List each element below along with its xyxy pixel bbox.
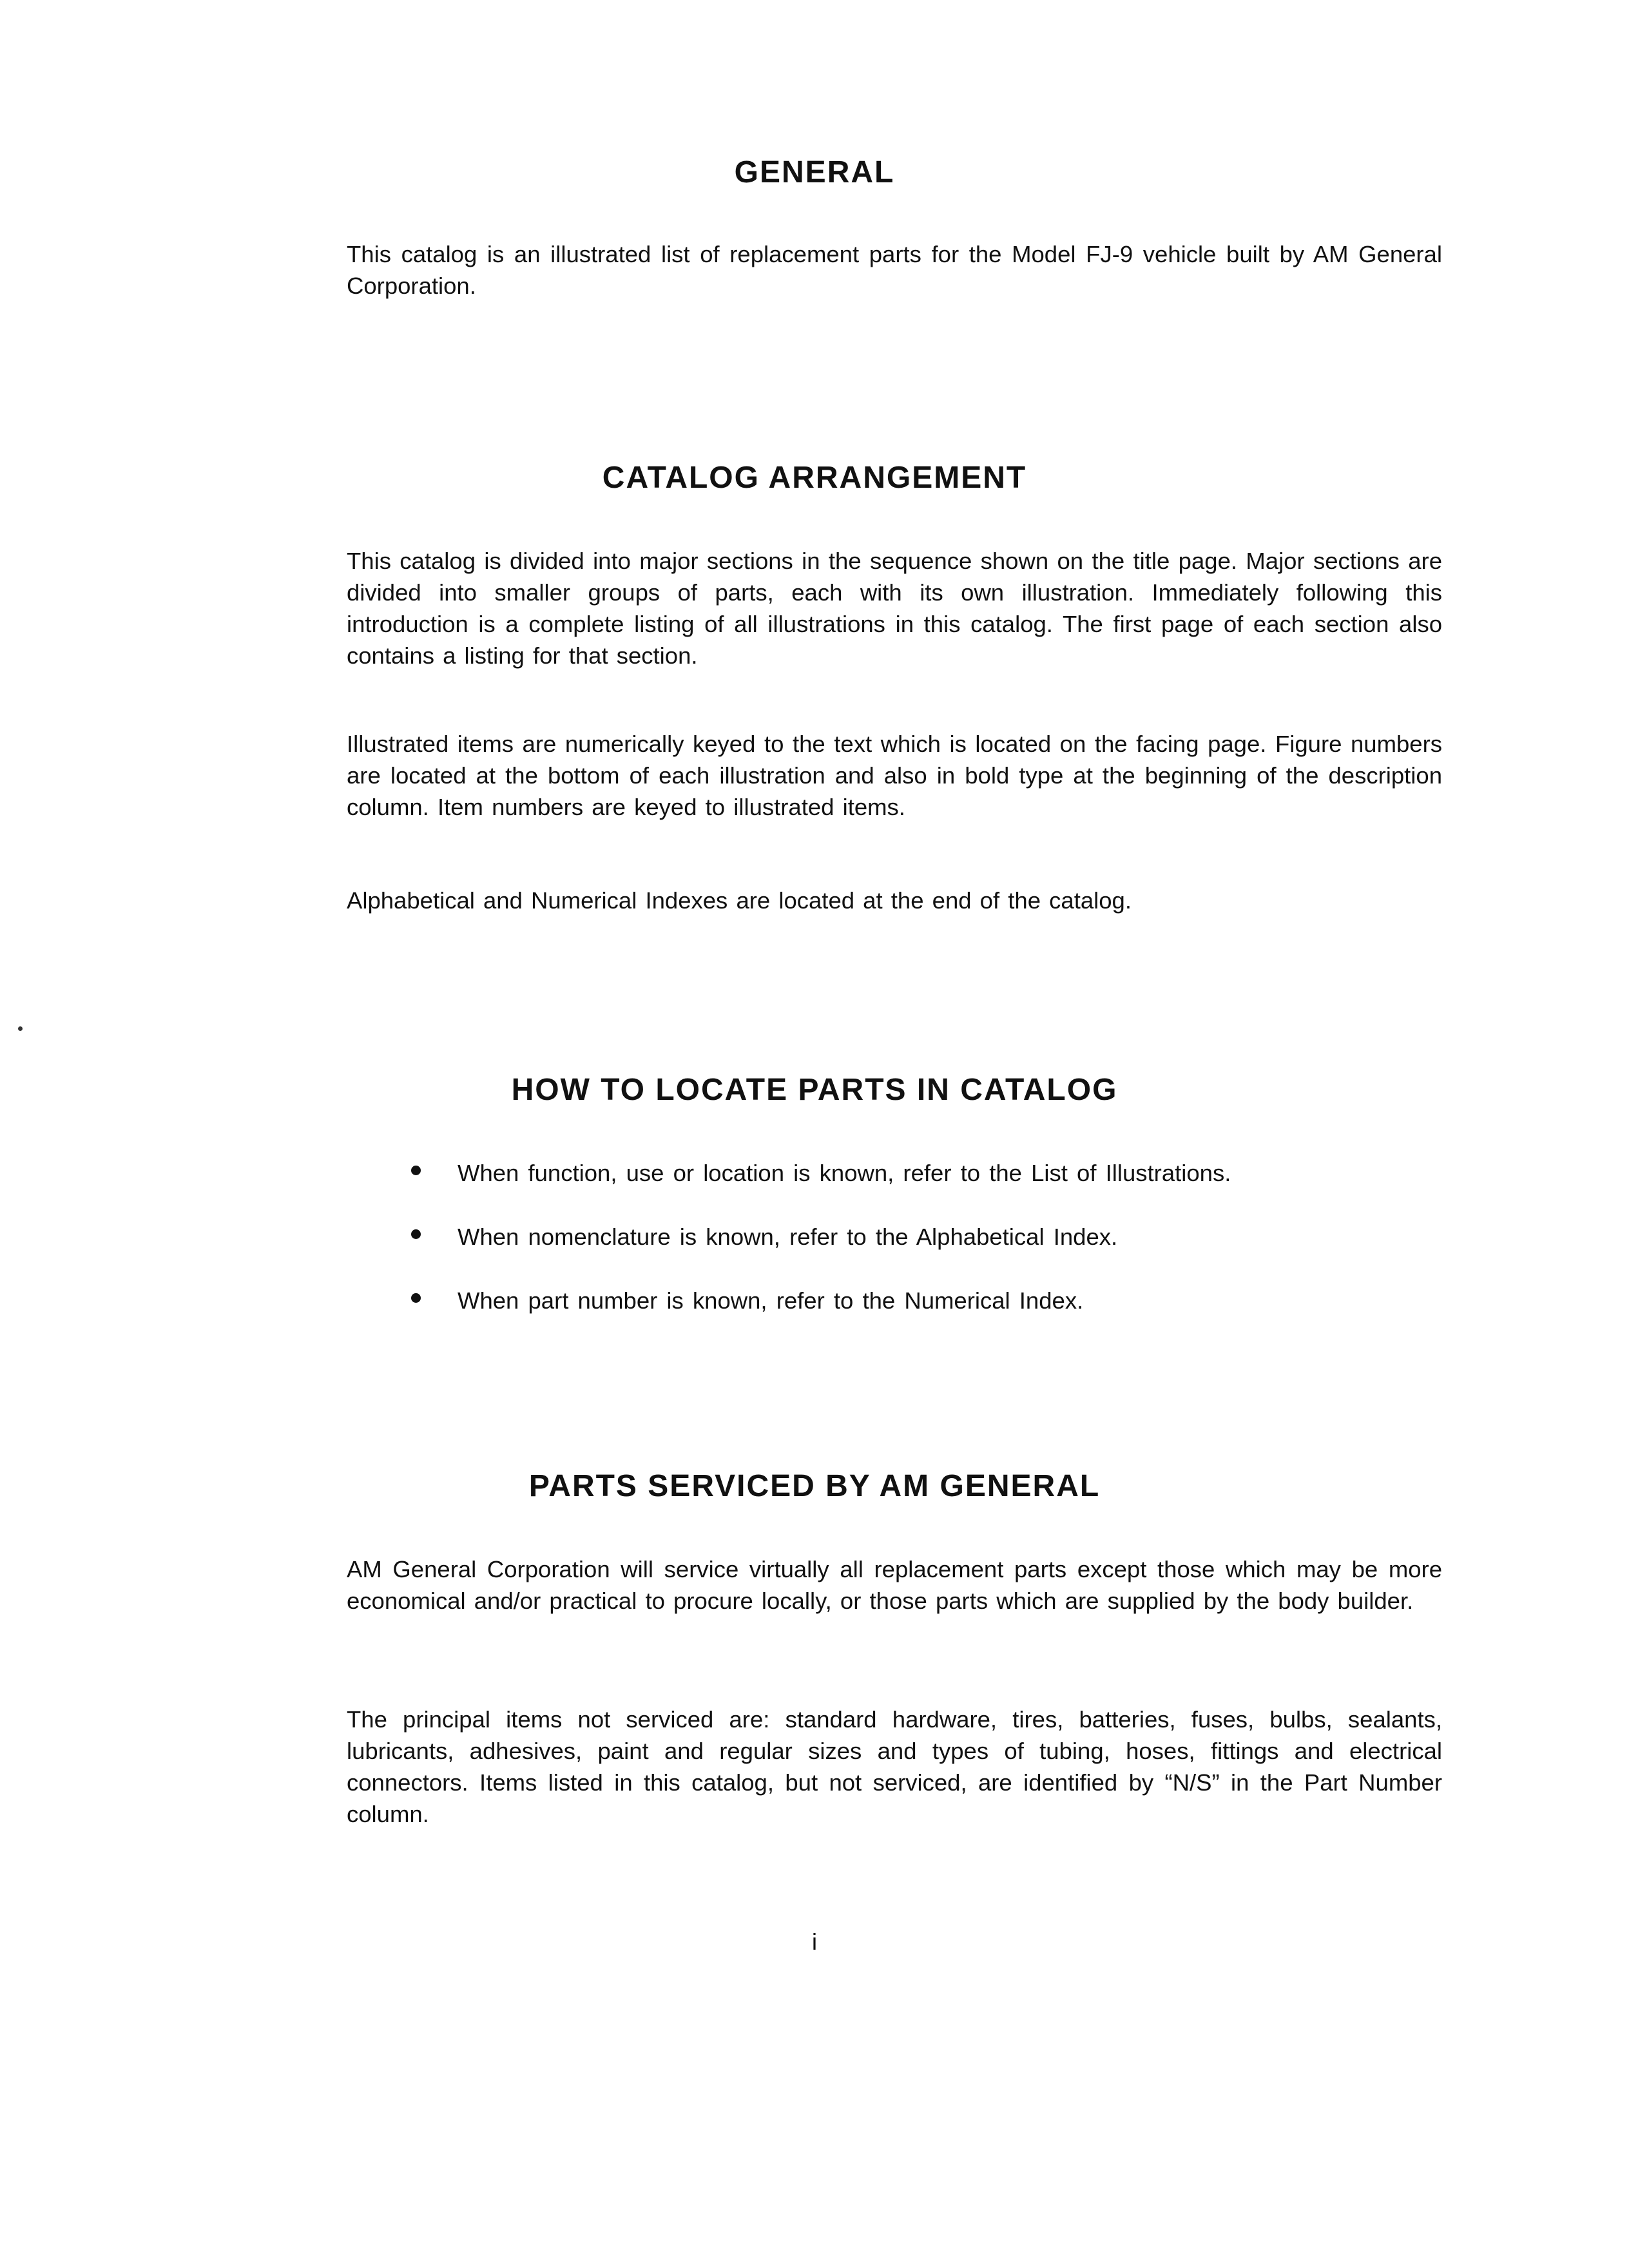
locate-bullet-text: When function, use or location is known, refer to the List of Illustrations.: [458, 1160, 1231, 1186]
general-paragraph: This catalog is an illustrated list of replacement parts for the Model FJ-9 vehicle built by AM General Corporation.: [347, 241, 1442, 299]
parts-serviced-paragraph-1: AM General Corporation will service virtually all replacement parts except those which may be more economical and/or practical to procure locally, or those parts which are supplied by the body builder.: [347, 1556, 1442, 1614]
locate-bullet-item: [361, 1221, 1431, 1285]
general-heading: GENERAL: [734, 155, 895, 189]
locate-bullet-item: [361, 1157, 1431, 1221]
parts-serviced-heading: PARTS SERVICED BY AM GENERAL: [528, 1469, 1101, 1503]
parts-serviced-paragraph-2: The principal items not serviced are: standard hardware, tires, batteries, fuses, bulbs, sealants, lubricants, adhesives, paint and regular sizes and types of tubing, hoses, fittings and electrical connectors. Items listed in this catalog, but not serviced, are identified by “N/S” in the Part Number column.: [347, 1706, 1442, 1827]
catalog-arrangement-heading: CATALOG ARRANGEMENT: [602, 461, 1027, 495]
page-number: i: [812, 1928, 817, 1955]
locate-bullet-list: [361, 1157, 1431, 1349]
bullet-dot-icon: [411, 1229, 421, 1239]
catalog-arrangement-paragraph-1: This catalog is divided into major sections in the sequence shown on the title page. Major sections are divided into smaller groups of parts, each with its own illustration. Immediately following this introduction is a complete listing of all illustrations in this catalog. The first page of each section also contains a listing for that section.: [347, 548, 1442, 669]
catalog-arrangement-paragraph-3: Alphabetical and Numerical Indexes are located at the end of the catalog.: [347, 887, 1132, 914]
bullet-dot-icon: [411, 1166, 421, 1175]
scan-speck: [18, 1026, 23, 1031]
locate-bullet-text: When nomenclature is known, refer to the Alphabetical Index.: [458, 1224, 1118, 1250]
locate-bullet-item: [361, 1285, 1431, 1349]
bullet-dot-icon: [411, 1293, 421, 1303]
catalog-arrangement-paragraph-2: Illustrated items are numerically keyed to the text which is located on the facing page. Figure numbers are located at the bottom of each illustration and also in bold type at the beginning of the description column. Item numbers are keyed to illustrated items.: [347, 731, 1442, 820]
how-to-locate-heading: HOW TO LOCATE PARTS IN CATALOG: [511, 1073, 1118, 1107]
locate-bullet-text: When part number is known, refer to the Numerical Index.: [458, 1287, 1084, 1314]
